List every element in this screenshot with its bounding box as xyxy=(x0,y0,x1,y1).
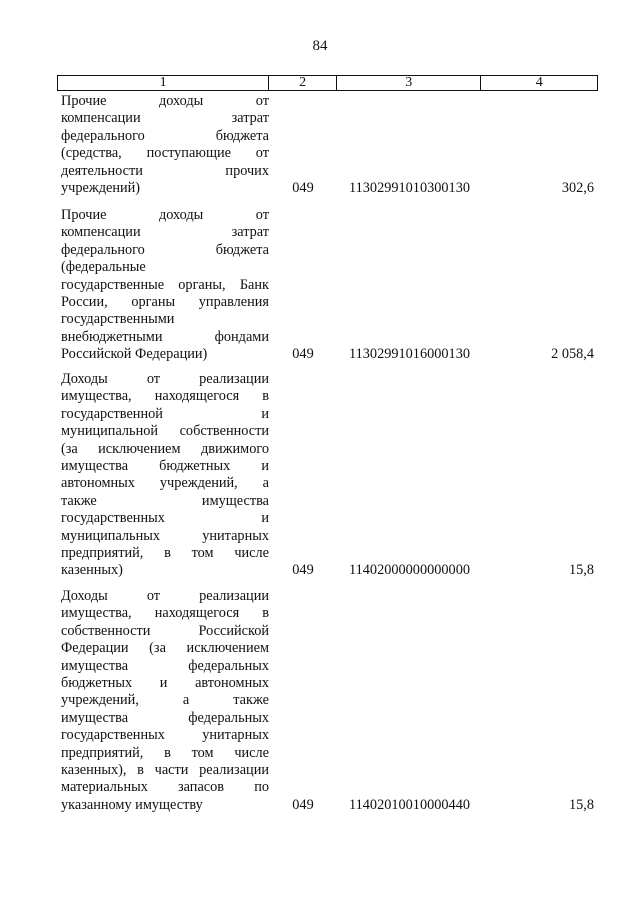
row-description xyxy=(57,371,269,580)
description-line: России, органы управления xyxy=(61,293,269,310)
description-line: Прочие доходы от xyxy=(61,207,269,223)
description-line: казенных) xyxy=(61,562,123,579)
description-line: Российской Федерации) xyxy=(61,346,208,363)
description-line: Доходы от реализации xyxy=(61,371,269,387)
description-line: указанному имуществу xyxy=(61,796,203,813)
description-line: предприятий, в том числе xyxy=(61,544,269,561)
row-code: 049 xyxy=(292,796,314,813)
description-line: бюджетных и автономных xyxy=(61,674,269,691)
table-row xyxy=(57,207,598,364)
description-line: имущества, находящегося в xyxy=(61,605,269,622)
description-line: имущества федеральных xyxy=(61,709,269,726)
table-header xyxy=(57,75,598,91)
row-description xyxy=(57,207,269,364)
description-line: Прочие доходы от xyxy=(61,93,269,109)
table-row xyxy=(57,588,598,814)
description-line: федерального бюджета xyxy=(61,241,269,258)
header-col-1: 1 xyxy=(58,76,269,90)
description-line: (средства, поступающие от xyxy=(61,145,269,162)
description-line: федерального бюджета xyxy=(61,127,269,144)
description-line: автономных учреждений, а xyxy=(61,475,269,492)
row-code: 049 xyxy=(292,179,314,196)
row-code: 049 xyxy=(292,346,314,363)
description-line: учреждений, а также xyxy=(61,692,269,709)
description-line: Доходы от реализации xyxy=(61,588,269,604)
description-line: компенсации затрат xyxy=(61,224,269,241)
row-code: 049 xyxy=(292,562,314,579)
row-description xyxy=(57,93,269,197)
table-row xyxy=(57,93,598,197)
description-line: государственных и xyxy=(61,510,269,527)
row-amount: 15,8 xyxy=(568,796,594,813)
description-line: государственными xyxy=(61,311,175,328)
description-line: имущества, находящегося в xyxy=(61,388,269,405)
row-kbk: 11302991010300130 xyxy=(349,179,470,196)
description-line: муниципальных унитарных xyxy=(61,527,269,544)
description-line: (федеральные xyxy=(61,259,146,276)
description-line: собственности Российской xyxy=(61,622,269,639)
description-line: муниципальной собственности xyxy=(61,423,269,440)
description-line: учреждений) xyxy=(61,179,141,196)
description-line: государственных унитарных xyxy=(61,727,269,744)
description-line: предприятий, в том числе xyxy=(61,744,269,761)
description-line: материальных запасов по xyxy=(61,779,269,796)
header-col-3: 3 xyxy=(337,76,481,90)
description-line: государственные органы, Банк xyxy=(61,276,269,293)
page-number: 84 xyxy=(312,38,328,54)
description-line: имущества бюджетных и xyxy=(61,457,269,474)
row-description xyxy=(57,588,269,814)
row-kbk: 11402000000000000 xyxy=(349,562,470,579)
row-amount: 2 058,4 xyxy=(551,346,594,363)
row-kbk: 11302991016000130 xyxy=(349,346,470,363)
header-col-2: 2 xyxy=(269,76,337,90)
row-amount: 15,8 xyxy=(568,562,594,579)
description-line: также имущества xyxy=(61,492,269,509)
description-line: казенных), в части реализации xyxy=(61,761,269,778)
description-line: компенсации затрат xyxy=(61,110,269,127)
description-line: (за исключением движимого xyxy=(61,440,269,457)
header-col-4: 4 xyxy=(535,75,543,90)
description-line: государственной и xyxy=(61,405,269,422)
table-row xyxy=(57,371,598,580)
description-line: деятельности прочих xyxy=(61,162,269,179)
row-amount: 302,6 xyxy=(561,179,594,196)
row-kbk: 11402010010000440 xyxy=(349,796,470,813)
description-line: внебюджетными фондами xyxy=(61,328,269,345)
description-line: Федерации (за исключением xyxy=(61,640,269,657)
description-line: имущества федеральных xyxy=(61,657,269,674)
